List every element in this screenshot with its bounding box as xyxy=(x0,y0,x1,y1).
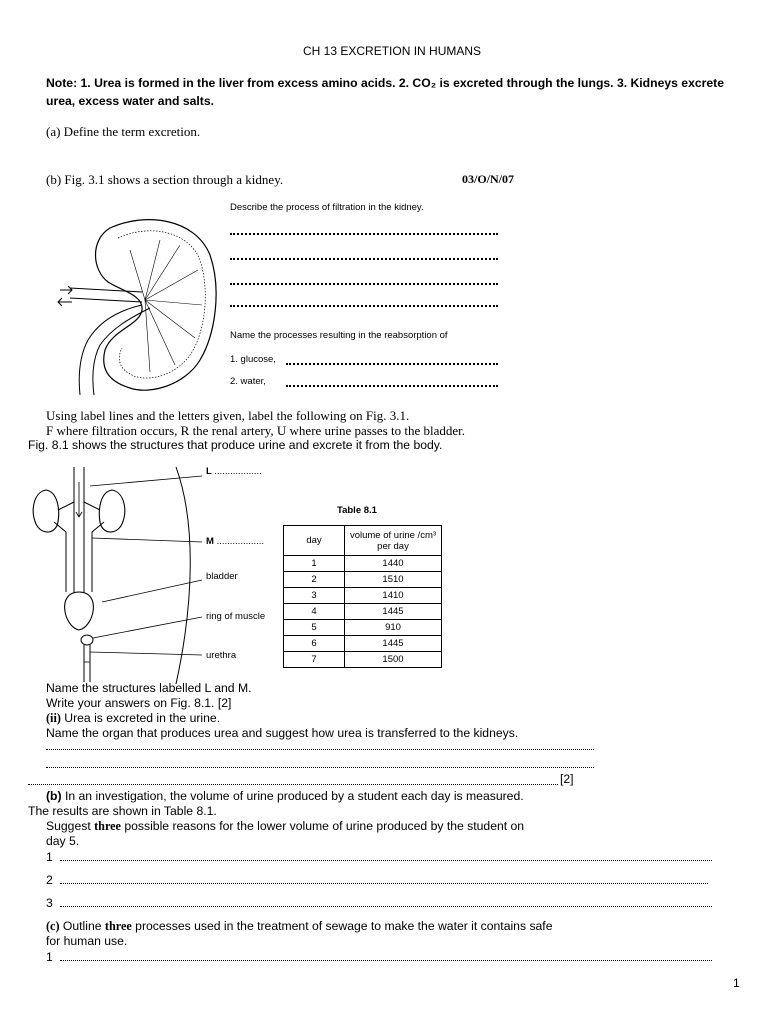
table-cell-volume: 1510 xyxy=(345,572,442,588)
table-cell-day: 3 xyxy=(284,588,345,604)
day5-text: day 5. xyxy=(46,834,80,848)
answer-line[interactable] xyxy=(230,228,498,235)
results-note: The results are shown in Table 8.1. xyxy=(28,804,217,818)
answer-line[interactable] xyxy=(230,253,498,260)
answer-number-1b: 1 xyxy=(46,950,53,964)
table-cell-day: 2 xyxy=(284,572,345,588)
table-row xyxy=(284,572,442,588)
table-header-day: day xyxy=(284,526,345,556)
answer-line[interactable] xyxy=(286,358,498,365)
table-cell-volume: 1410 xyxy=(345,588,442,604)
table-row xyxy=(284,620,442,636)
table81-caption: Table 8.1 xyxy=(337,505,377,516)
answer-number-3: 3 xyxy=(46,896,53,910)
fig81-label-M: M .................. xyxy=(206,536,265,547)
answer-number-1: 1 xyxy=(46,850,53,864)
page-title: CH 13 EXCRETION IN HUMANS xyxy=(303,44,482,58)
table-cell-day: 4 xyxy=(284,604,345,620)
table-row xyxy=(284,604,442,620)
kidney-describe-prompt: Describe the process of filtration in the kidney. xyxy=(230,202,424,213)
question-b2: (b) In an investigation, the volume of urine produced by a student each day is measured. xyxy=(46,789,524,803)
question-a: (a) Define the term excretion. xyxy=(46,124,201,139)
table-cell-volume: 1500 xyxy=(345,652,442,668)
table-cell-day: 7 xyxy=(284,652,345,668)
table-cell-volume: 1445 xyxy=(345,636,442,652)
table-8-1 xyxy=(283,525,442,668)
table-header-volume: volume of urine /cm³ per day xyxy=(345,526,442,556)
human-use-text: for human use. xyxy=(46,934,128,948)
glucose-item: 1. glucose, xyxy=(230,354,276,365)
note: Note: 1. Urea is formed in the liver from excess amino acids. 2. CO₂ is excreted through the lungs. 3. Kidneys excrete urea, excess water and salts. xyxy=(46,76,724,108)
fig81-label-L: L .................. xyxy=(206,466,262,477)
answer-line[interactable] xyxy=(60,952,712,961)
label-letters: F where filtration occurs, R the renal artery, U where urine passes to the bladder. xyxy=(46,423,465,438)
question-b-ii: (ii) Urea is excreted in the urine. xyxy=(46,711,221,725)
reabsorption-prompt: Name the processes resulting in the reabsorption of xyxy=(230,330,448,341)
answer-line[interactable] xyxy=(60,875,708,884)
table-cell-day: 1 xyxy=(284,556,345,572)
answer-line[interactable] xyxy=(28,776,558,785)
marks-2: [2] xyxy=(560,772,574,786)
answer-line[interactable] xyxy=(286,380,498,387)
fig81-label-bladder: bladder xyxy=(206,571,238,582)
name-structures-prompt: Name the structures labelled L and M. xyxy=(46,681,252,695)
page-number: 1 xyxy=(733,976,740,990)
answer-number-2: 2 xyxy=(46,873,53,887)
table-cell-volume: 1440 xyxy=(345,556,442,572)
label-instruction: Using label lines and the letters given, label the following on Fig. 3.1. xyxy=(46,408,410,423)
table-cell-day: 5 xyxy=(284,620,345,636)
answer-line[interactable] xyxy=(60,898,712,907)
answer-line[interactable] xyxy=(46,759,594,768)
urinary-system-figure xyxy=(26,462,206,684)
fig81-intro: Fig. 8.1 shows the structures that produce urine and excrete it from the body. xyxy=(28,438,443,452)
answer-line[interactable] xyxy=(60,852,712,861)
fig81-label-ring-of-muscle: ring of muscle xyxy=(206,611,266,622)
table-row xyxy=(284,652,442,668)
water-item: 2. water, xyxy=(230,376,266,387)
question-c: (c) Outline three processes used in the treatment of sewage to make the water it contains safe xyxy=(46,919,553,933)
kidney-section-figure xyxy=(50,210,222,400)
answer-line[interactable] xyxy=(230,300,498,307)
table-cell-volume: 1445 xyxy=(345,604,442,620)
write-answers-instruction: Write your answers on Fig. 8.1. [2] xyxy=(46,696,232,710)
suggest-prompt: Suggest three possible reasons for the lower volume of urine produced by the student on xyxy=(46,819,525,833)
table-cell-volume: 910 xyxy=(345,620,442,636)
name-organ-prompt: Name the organ that produces urea and suggest how urea is transferred to the kidneys. xyxy=(46,726,519,740)
question-b-reference: 03/O/N/07 xyxy=(462,172,515,186)
table-cell-day: 6 xyxy=(284,636,345,652)
question-b: (b) Fig. 3.1 shows a section through a kidney. xyxy=(46,172,284,187)
table-row xyxy=(284,556,442,572)
fig81-label-urethra: urethra xyxy=(206,650,237,661)
table-row xyxy=(284,636,442,652)
answer-line[interactable] xyxy=(230,278,498,285)
table-row xyxy=(284,588,442,604)
answer-line[interactable] xyxy=(46,741,594,750)
